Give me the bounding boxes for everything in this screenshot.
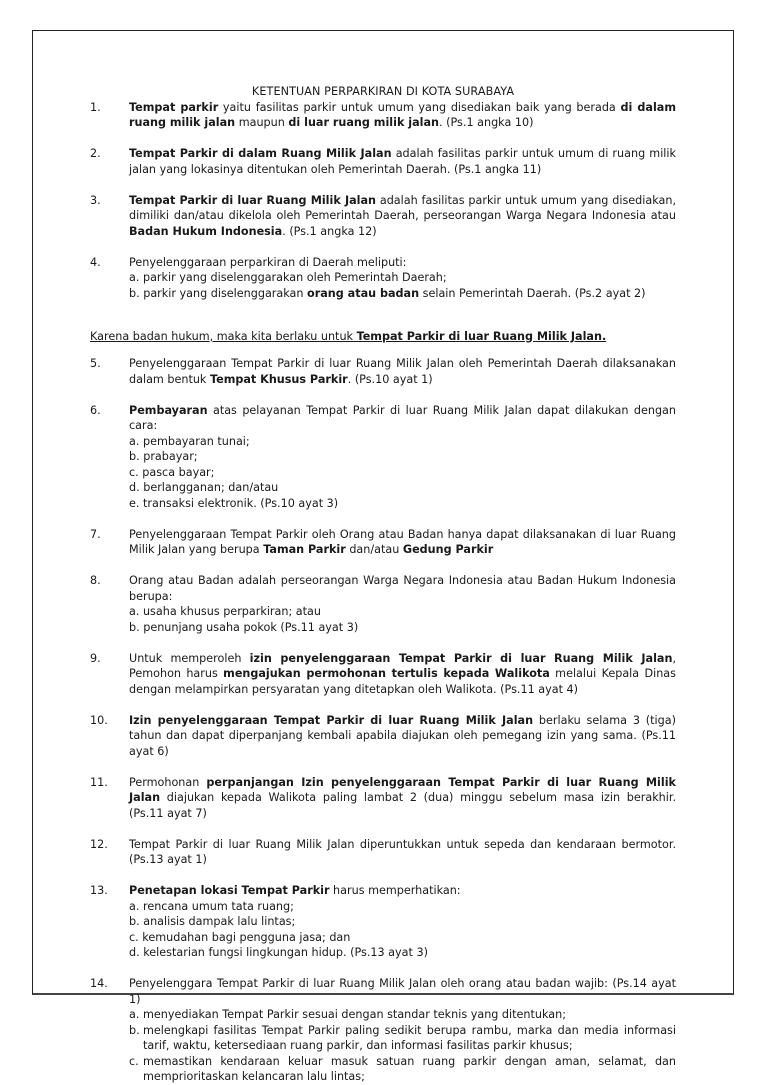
text-run: selain Pemerintah Daerah. (Ps.2 ayat 2) xyxy=(419,286,646,300)
text-run: berlaku selama 3 (tiga) tahun dan dapat diperpanjang kembali apabila diajukan oleh pemegang izin yang sama. (Ps.11 ayat 6) xyxy=(129,713,676,758)
item-line xyxy=(129,604,676,620)
item-number: 3. xyxy=(90,193,101,207)
list-item xyxy=(90,883,676,961)
item-line xyxy=(129,914,676,930)
bold-text: Gedung Parkir xyxy=(402,543,494,556)
list-item xyxy=(90,193,676,240)
text-run: Penyelenggaraan Tempat Parkir di luar Ruang Milik Jalan oleh Pemerintah Daerah dilaksanakan dalam bentuk xyxy=(129,357,676,386)
item-number: 7. xyxy=(90,527,101,541)
item-body xyxy=(129,775,676,822)
item-line xyxy=(129,449,676,465)
item-line xyxy=(129,286,676,302)
bold-text: Tempat Khusus Parkir xyxy=(209,372,348,386)
text-run: melalui Kepala Dinas dengan melampirkan persyaratan yang ditetapkan oleh Walikota. (Ps.11 ayat 4) xyxy=(129,667,676,696)
item-number: 13. xyxy=(90,884,108,897)
text-run: diajukan kepada Walikota paling lambat 2 (dua) minggu sebelum masa izin berakhir. (Ps.11 ayat 7) xyxy=(129,791,676,820)
text-run: Orang atau Badan adalah perseorangan Warga Negara Indonesia atau Badan Hukum Indonesia berupa: xyxy=(129,574,676,603)
bold-text: Tempat parkir xyxy=(129,100,219,114)
item-body xyxy=(129,527,676,558)
text-run: dan/atau xyxy=(345,543,403,556)
item-body xyxy=(129,255,676,302)
bold-text: Tempat Parkir di dalam Ruang Milik Jalan xyxy=(129,147,392,160)
item-body xyxy=(129,837,676,868)
item-line xyxy=(129,573,676,604)
text-run: e. transaksi elektronik. (Ps.10 ayat 3) xyxy=(129,496,339,510)
item-number: 10. xyxy=(90,713,108,727)
bold-text: di luar ruang milik jalan xyxy=(288,116,440,129)
item-number: 9. xyxy=(90,651,101,665)
bold-text: Penetapan lokasi Tempat Parkir xyxy=(129,884,330,897)
text-run: a. pembayaran tunai; xyxy=(129,434,250,448)
list-item xyxy=(90,403,676,512)
text-run: Tempat Parkir di luar Ruang Milik Jalan diperuntukkan untuk sepeda dan kendaraan bermotor. (Ps.13 ayat 1) xyxy=(129,837,676,866)
text-run: Penyelenggaraan Tempat Parkir oleh Orang atau Badan hanya dapat dilaksanakan di luar Ruang Milik Jalan yang berupa xyxy=(129,527,676,556)
list-item xyxy=(90,837,676,868)
item-line xyxy=(129,403,676,434)
note-line xyxy=(90,329,676,345)
item-body xyxy=(129,193,676,240)
item-body xyxy=(129,573,676,635)
list-item xyxy=(90,527,676,558)
list-item xyxy=(90,775,676,822)
item-line xyxy=(129,270,676,286)
text-run: maupun xyxy=(235,116,289,129)
text-run: b. parkir yang diselenggarakan xyxy=(129,286,308,300)
sub-item xyxy=(129,1007,676,1023)
text-run: Karena badan hukum, maka kita berlaku untuk xyxy=(90,329,357,343)
sub-item xyxy=(129,1054,676,1085)
item-line xyxy=(129,930,676,946)
item-body xyxy=(129,976,676,1085)
item-number: 1. xyxy=(90,100,101,114)
text-run: a. parkir yang diselenggarakan oleh Pemerintah Daerah; xyxy=(129,271,447,284)
bold-text: Tempat Parkir di luar Ruang Milik Jalan xyxy=(129,193,377,207)
text-run: . (Ps.10 ayat 1) xyxy=(347,372,433,386)
text-run: d. berlangganan; dan/atau xyxy=(129,481,279,494)
text-run: Permohonan xyxy=(129,775,207,789)
item-body xyxy=(129,146,676,177)
item-line xyxy=(129,496,676,512)
bold-text: Izin penyelenggaraan Tempat Parkir di luar Ruang Milik Jalan xyxy=(129,713,534,727)
item-line xyxy=(129,434,676,450)
bold-text: di dalam ruang milik jalan xyxy=(129,100,676,129)
text-run: c. kemudahan bagi pengguna jasa; dan xyxy=(129,930,351,944)
sub-item-text: menyediakan Tempat Parkir sesuai dengan standar teknis yang ditentukan; xyxy=(143,1008,566,1021)
item-line xyxy=(129,480,676,496)
item-number: 6. xyxy=(90,403,101,417)
bold-text: izin penyelenggaraan Tempat Parkir di luar Ruang Milik Jalan xyxy=(249,651,673,665)
bold-text: perpanjangan Izin penyelenggaraan Tempat Parkir di luar Ruang Milik Jalan xyxy=(129,775,676,804)
text-run: . (Ps.1 angka 10) xyxy=(439,116,534,129)
document-content xyxy=(90,84,676,1085)
item-number: 5. xyxy=(90,357,101,370)
item-line xyxy=(129,620,676,636)
text-run: adalah fasilitas parkir untuk umum yang disediakan, dimiliki dan/atau dikelola oleh Pemerintah Daerah, perseorangan Warga Negara Indonesia atau xyxy=(129,193,677,222)
text-run: yaitu fasilitas parkir untuk umum yang disediakan baik yang berada xyxy=(218,100,621,114)
bold-text: Taman Parkir xyxy=(263,543,346,556)
item-number: 8. xyxy=(90,574,101,587)
sub-item-text: memastikan kendaraan keluar masuk satuan ruang parkir dengan aman, selamat, dan memprioritaskan kelancaran lalu lintas; xyxy=(143,1054,676,1083)
text-run: harus memperhatikan: xyxy=(329,884,461,897)
list-item xyxy=(90,573,676,635)
text-run: b. prabayar; xyxy=(129,450,198,463)
text-run: a. usaha khusus perparkiran; atau xyxy=(129,605,321,618)
text-run: d. kelestarian fungsi lingkungan hidup. (Ps.13 ayat 3) xyxy=(129,946,428,959)
item-line xyxy=(129,465,676,481)
list-item xyxy=(90,146,676,177)
item-number: 11. xyxy=(90,775,108,789)
text-run: . (Ps.1 angka 12) xyxy=(282,224,377,238)
list-item xyxy=(90,255,676,302)
text-run: atas pelayanan Tempat Parkir di luar Ruang Milik Jalan dapat dilakukan dengan cara: xyxy=(129,403,676,432)
document-title: KETENTUAN PERPARKIRAN DI KOTA SURABAYA xyxy=(251,85,515,98)
list-item xyxy=(90,651,676,698)
item-line xyxy=(129,945,676,961)
item-body xyxy=(129,356,676,387)
item-number: 4. xyxy=(90,255,101,269)
sub-item-letter: a. xyxy=(129,1008,140,1021)
item-lead: Penyelenggara Tempat Parkir di luar Ruang Milik Jalan oleh orang atau badan wajib: (Ps.14 ayat 1) xyxy=(129,977,676,1006)
text-run: c. pasca bayar; xyxy=(129,465,215,479)
sub-item-letter: b. xyxy=(129,1023,140,1037)
bold-text: orang atau badan xyxy=(307,286,420,300)
bold-text: Badan Hukum Indonesia xyxy=(129,224,283,238)
item-body xyxy=(129,100,676,131)
text-run: a. rencana umum tata ruang; xyxy=(129,899,294,913)
sub-item-text: melengkapi fasilitas Tempat Parkir paling sedikit berupa rambu, marka dan media informasi tarif, waktu, ketersediaan ruang parkir, dan informasi fasilitas parkir khusus; xyxy=(143,1023,676,1052)
list-item xyxy=(90,713,676,760)
list-item xyxy=(90,100,676,131)
item-line xyxy=(129,255,676,271)
text-run: Penyelenggaraan perparkiran di Daerah meliputi: xyxy=(129,255,407,269)
list-item xyxy=(90,356,676,387)
sub-item-letter: c. xyxy=(129,1054,139,1068)
item-body xyxy=(129,883,676,961)
bold-text: Tempat Parkir di luar Ruang Milik Jalan. xyxy=(356,329,607,343)
item-body xyxy=(129,403,676,512)
item-number: 2. xyxy=(90,147,101,160)
text-run: adalah fasilitas parkir untuk umum di ruang milik jalan yang lokasinya ditentukan oleh Pemerintah Daerah. (Ps.1 angka 11) xyxy=(129,147,677,176)
bold-text: Pembayaran xyxy=(129,403,208,417)
list-item xyxy=(90,976,676,1085)
bold-text: mengajukan permohonan tertulis kepada Walikota xyxy=(223,667,550,680)
regulation-list-part-2 xyxy=(90,356,676,1085)
text-run: b. analisis dampak lalu lintas; xyxy=(129,915,296,928)
item-line xyxy=(129,899,676,915)
item-body xyxy=(129,651,676,698)
text-run: Untuk memperoleh xyxy=(129,651,250,665)
item-number: 14. xyxy=(90,977,108,990)
regulation-list-part-1 xyxy=(90,100,676,317)
text-run: , Pemohon harus xyxy=(129,651,677,680)
item-number: 12. xyxy=(90,837,108,851)
item-body xyxy=(129,713,676,760)
text-run: b. penunjang usaha pokok (Ps.11 ayat 3) xyxy=(129,620,359,634)
sub-item xyxy=(129,1023,676,1054)
item-line xyxy=(129,883,676,899)
